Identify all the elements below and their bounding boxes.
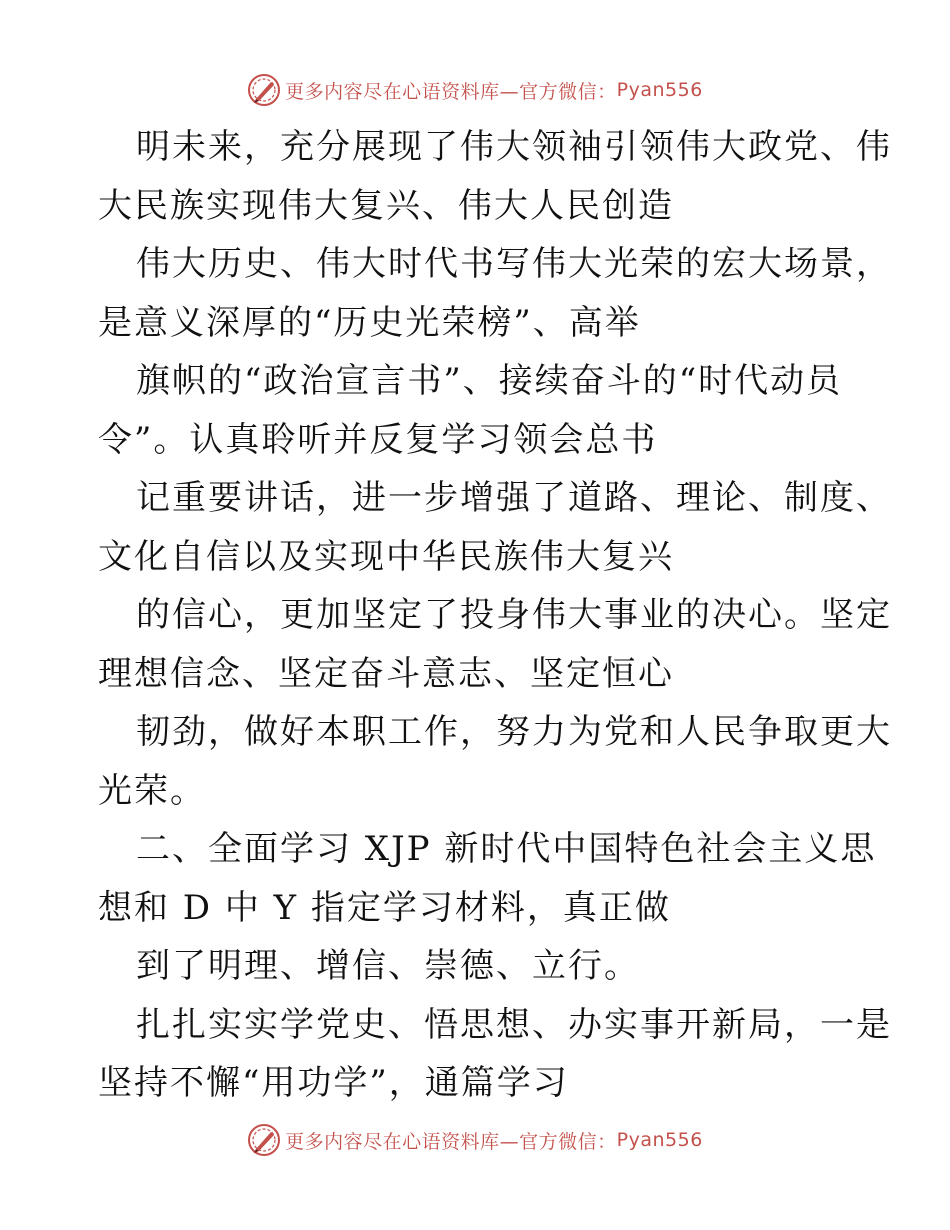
text-line: 大民族实现伟大复兴、伟大人民创造 xyxy=(98,185,674,226)
header-watermark xyxy=(0,72,950,108)
text-line: 的信心，更加坚定了投身伟大事业的决心。坚定 xyxy=(136,595,892,635)
text-line: 坚持不懈“用功学”，通篇学习 xyxy=(98,1063,569,1103)
banner-text: 更多内容尽在心语资料库—官方微信： xyxy=(285,1130,617,1153)
text-line: 韧劲，做好本职工作，努力为党和人民争取更大 xyxy=(136,712,892,752)
banner-contact: Pyan556 xyxy=(616,1129,703,1151)
text-line: 旗帜的“政治宣言书”、接续奋斗的“时代动员 xyxy=(136,361,843,401)
banner-text: 更多内容尽在心语资料库—官方微信： xyxy=(285,80,617,103)
text-line: 明未来，充分展现了伟大领袖引领伟大政党、伟 xyxy=(136,127,892,167)
text-line: 记重要讲话，进一步增强了道路、理论、制度、 xyxy=(136,478,892,518)
text-line: 光荣。 xyxy=(98,770,206,811)
text-line: 想和 D 中 Y 指定学习材料，真正做 xyxy=(98,887,671,928)
text-line: 理想信念、坚定奋斗意志、坚定恒心 xyxy=(98,653,674,694)
text-line: 令”。认真聆听并反复学习领会总书 xyxy=(98,419,658,460)
footer-watermark xyxy=(0,1122,950,1158)
banner-contact: Pyan556 xyxy=(616,79,703,101)
text-line: 扎扎实实学党史、悟思想、办实事开新局，一是 xyxy=(136,1004,892,1045)
text-line: 是意义深厚的“历史光荣榜”、高举 xyxy=(98,302,641,343)
text-line: 二、全面学习 XJP 新时代中国特色社会主义思 xyxy=(136,829,877,869)
pen-logo-icon xyxy=(247,73,281,107)
text-line: 到了明理、增信、崇德、立行。 xyxy=(136,946,640,986)
text-line: 伟大历史、伟大时代书写伟大光荣的宏大场景， xyxy=(136,244,892,284)
pen-logo-icon xyxy=(247,1123,281,1157)
document-body xyxy=(98,118,892,1113)
text-line: 文化自信以及实现中华民族伟大复兴 xyxy=(98,536,674,577)
